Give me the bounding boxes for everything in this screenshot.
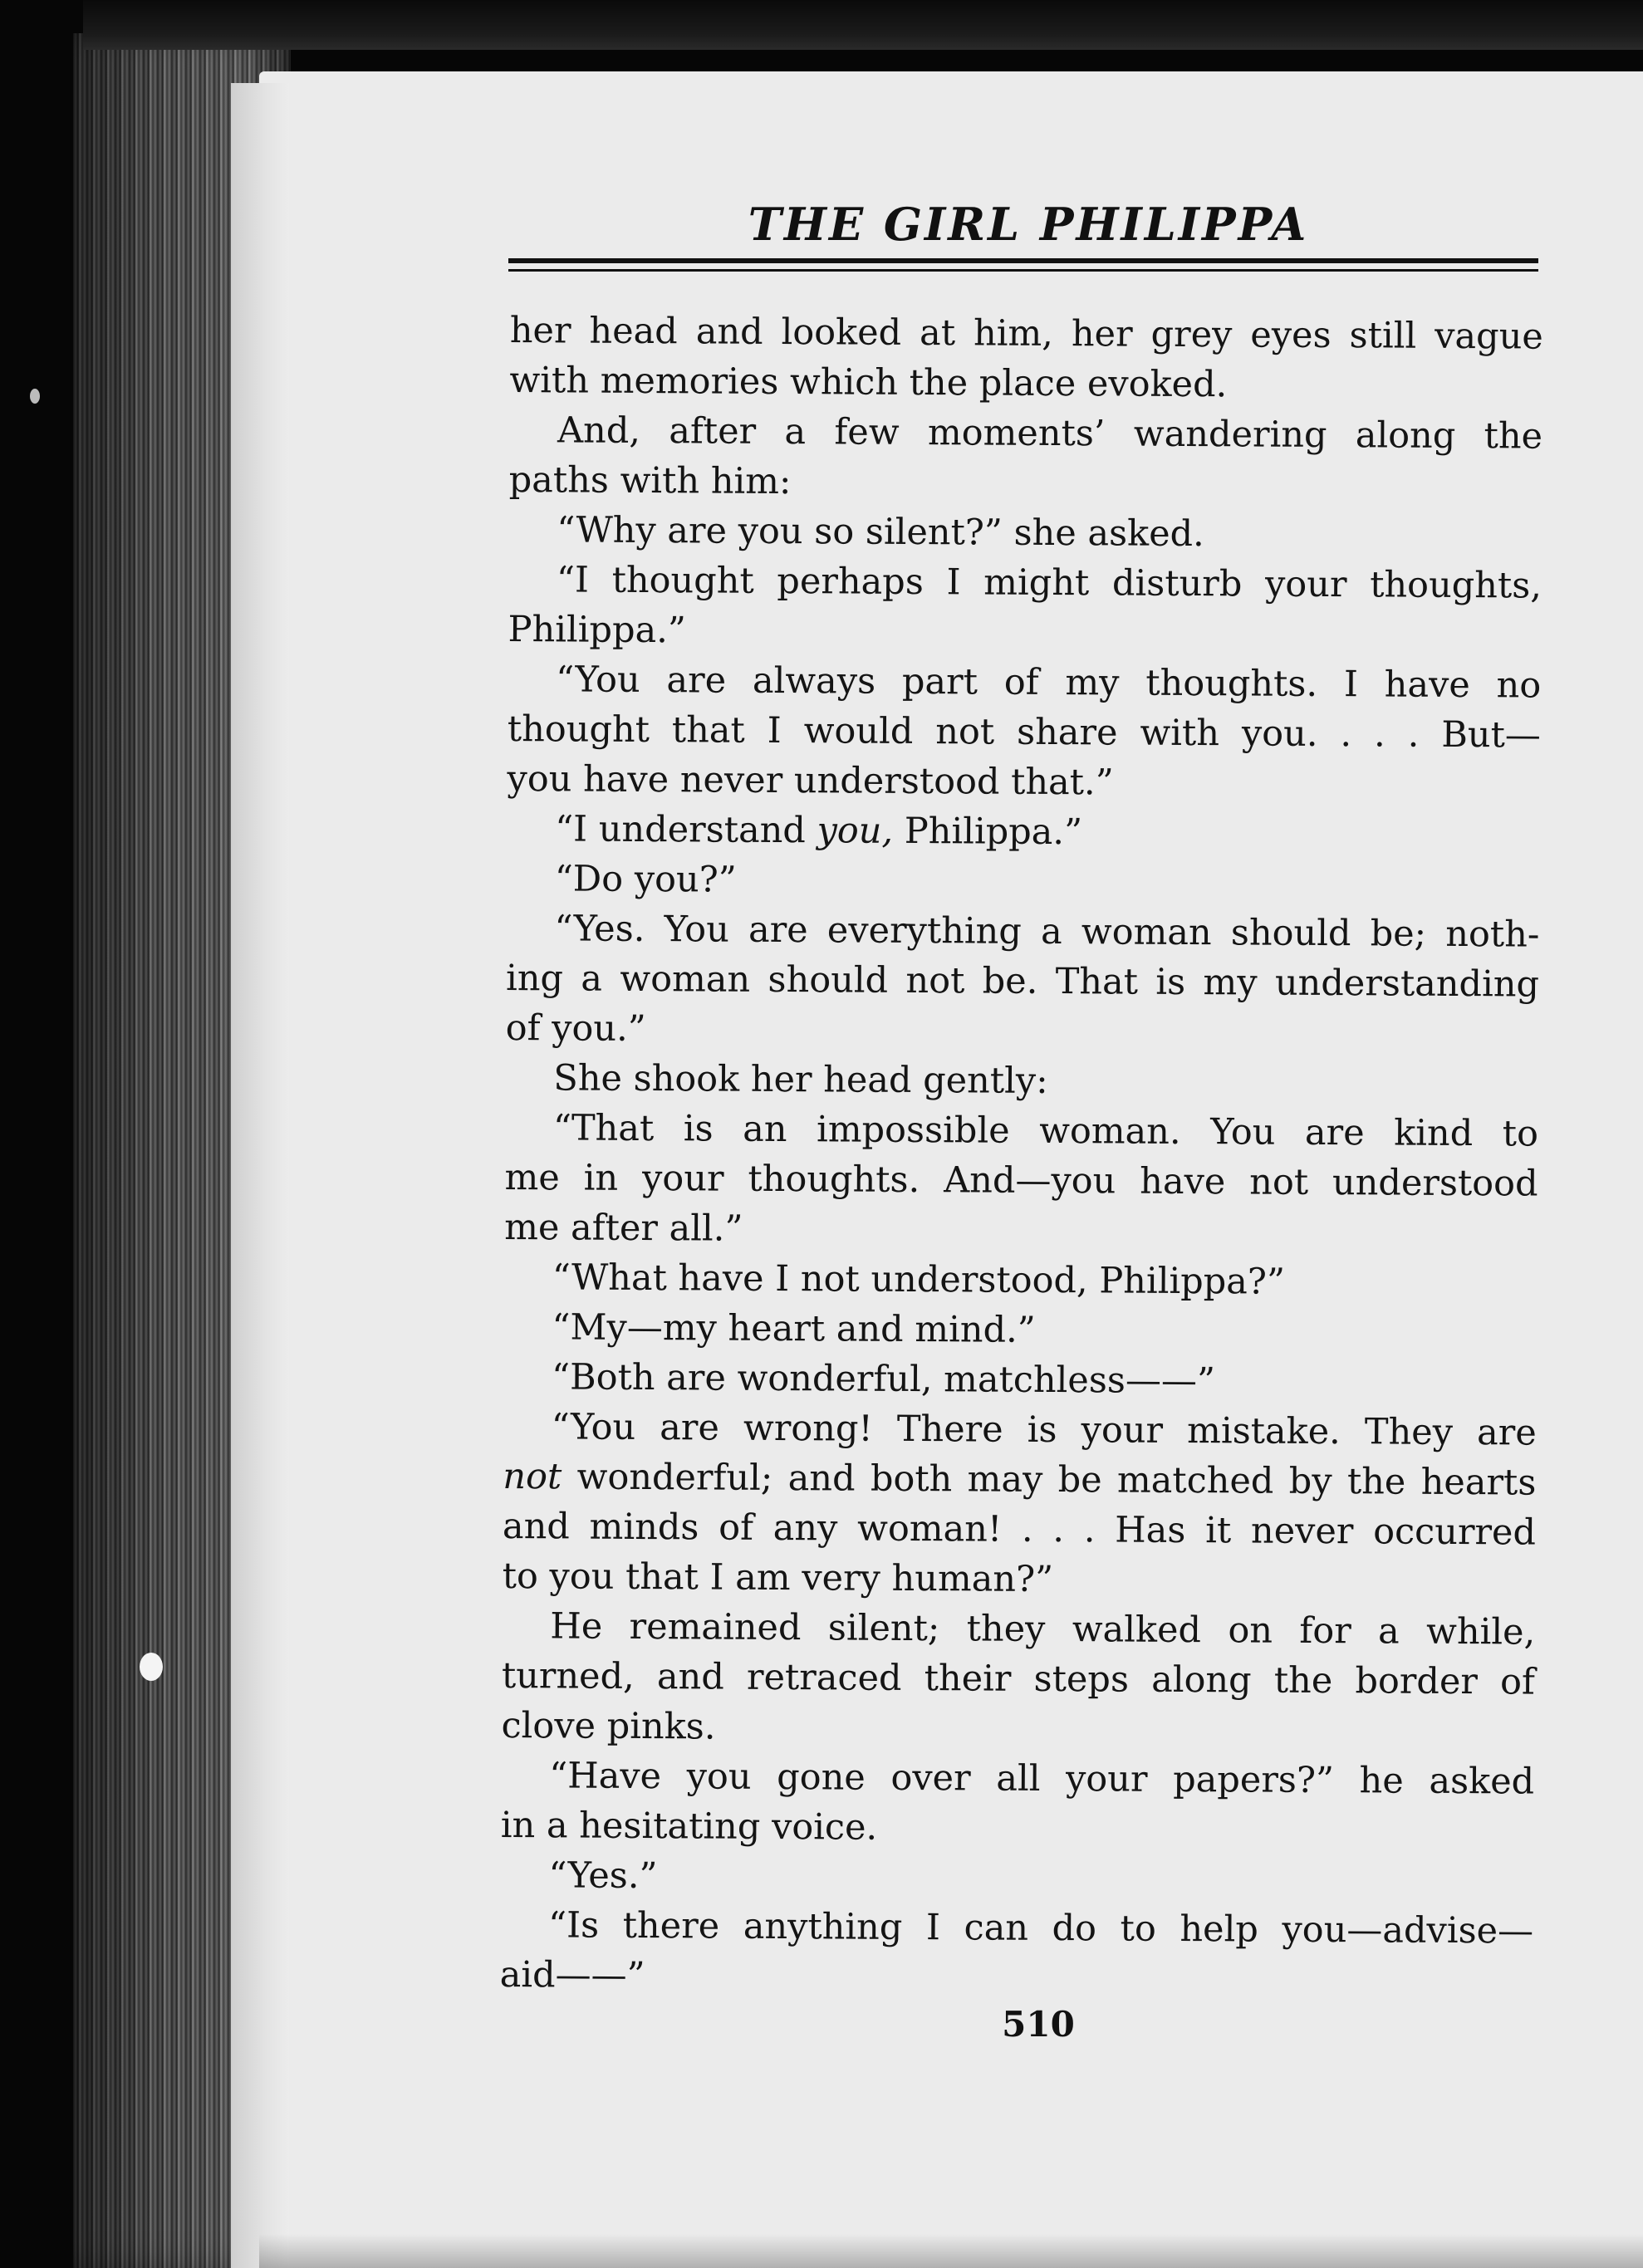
text-line: “Have you gone over all your papers?” he asked: [549, 1755, 1535, 1803]
running-head: THE GIRL PHILIPPA: [748, 198, 1309, 251]
text-line: with memories which the place evoked.: [509, 359, 1228, 406]
text-line: [503, 1452, 1536, 1508]
text-line: me after all.”: [504, 1206, 743, 1250]
text-line: “Yes. You are everything a woman should be; noth-: [554, 908, 1540, 956]
header-rule-thin: [508, 269, 1538, 272]
text-line: of you.”: [505, 1007, 646, 1051]
text-line: “That is an impossible woman. You are kind to: [552, 1107, 1539, 1155]
paper-speck: [30, 389, 40, 404]
text-line: “Both are wonderful, matchless——”: [551, 1356, 1216, 1403]
text-line: “Do you?”: [554, 858, 737, 901]
text-line: She shook her head gently:: [553, 1057, 1048, 1102]
text-line: her head and looked at him, her grey eyes still vague: [509, 309, 1543, 358]
text-run: wonderful; and both may be matched by the hearts: [562, 1456, 1537, 1504]
text-line: [507, 804, 1540, 860]
text-line: “Is there anything I can do to help you—advise—: [547, 1904, 1534, 1952]
text-line: “What have I not understood, Philippa?”: [552, 1256, 1286, 1303]
text-line: clove pinks.: [501, 1704, 716, 1748]
text-line: you have never understood that.”: [507, 757, 1114, 804]
text-line: Philippa.”: [508, 608, 687, 652]
italic-emphasis: not: [503, 1455, 562, 1498]
paper-speck: [140, 1653, 163, 1681]
page-bottom-shadow: [259, 2234, 1643, 2268]
text-line: “My—my heart and mind.”: [552, 1306, 1036, 1351]
text-line: turned, and retraced their steps along the border of: [501, 1654, 1536, 1703]
text-line: “Why are you so silent?” she asked.: [557, 509, 1204, 556]
text-line: thought that I would not share with you. . . . But—: [507, 708, 1542, 757]
text-line: “You are always part of my thoughts. I have no: [556, 659, 1542, 707]
text-line: “Yes.”: [548, 1854, 658, 1898]
text-line: and minds of any woman! . . . Has it never occurred: [502, 1505, 1537, 1554]
page-number: 510: [1002, 2004, 1075, 2045]
text-line: in a hesitating voice.: [500, 1804, 878, 1849]
text-line: And, after a few moments’ wandering along the: [557, 409, 1543, 458]
text-line: me in your thoughts. And—you have not understood: [504, 1156, 1538, 1205]
italic-emphasis: you,: [817, 810, 894, 852]
text-line: He remained silent; they walked on for a while,: [550, 1605, 1536, 1653]
text-line: aid——”: [499, 1953, 645, 1997]
text-line: “You are wrong! There is your mistake. They are: [551, 1406, 1537, 1454]
header-rule-thick: [508, 258, 1538, 263]
page-body-text: [500, 306, 1543, 2006]
text-run: “I understand: [554, 808, 817, 852]
page-gutter-shadow: [231, 83, 289, 2268]
text-line: ing a woman should not be. That is my understanding: [505, 957, 1540, 1006]
text-line: paths with him:: [508, 458, 792, 503]
book-top-edge: [83, 0, 1643, 50]
text-line: to you that I am very human?”: [502, 1555, 1054, 1601]
text-run: Philippa.”: [892, 810, 1083, 854]
text-line: “I thought perhaps I might disturb your thoughts,: [556, 559, 1542, 607]
